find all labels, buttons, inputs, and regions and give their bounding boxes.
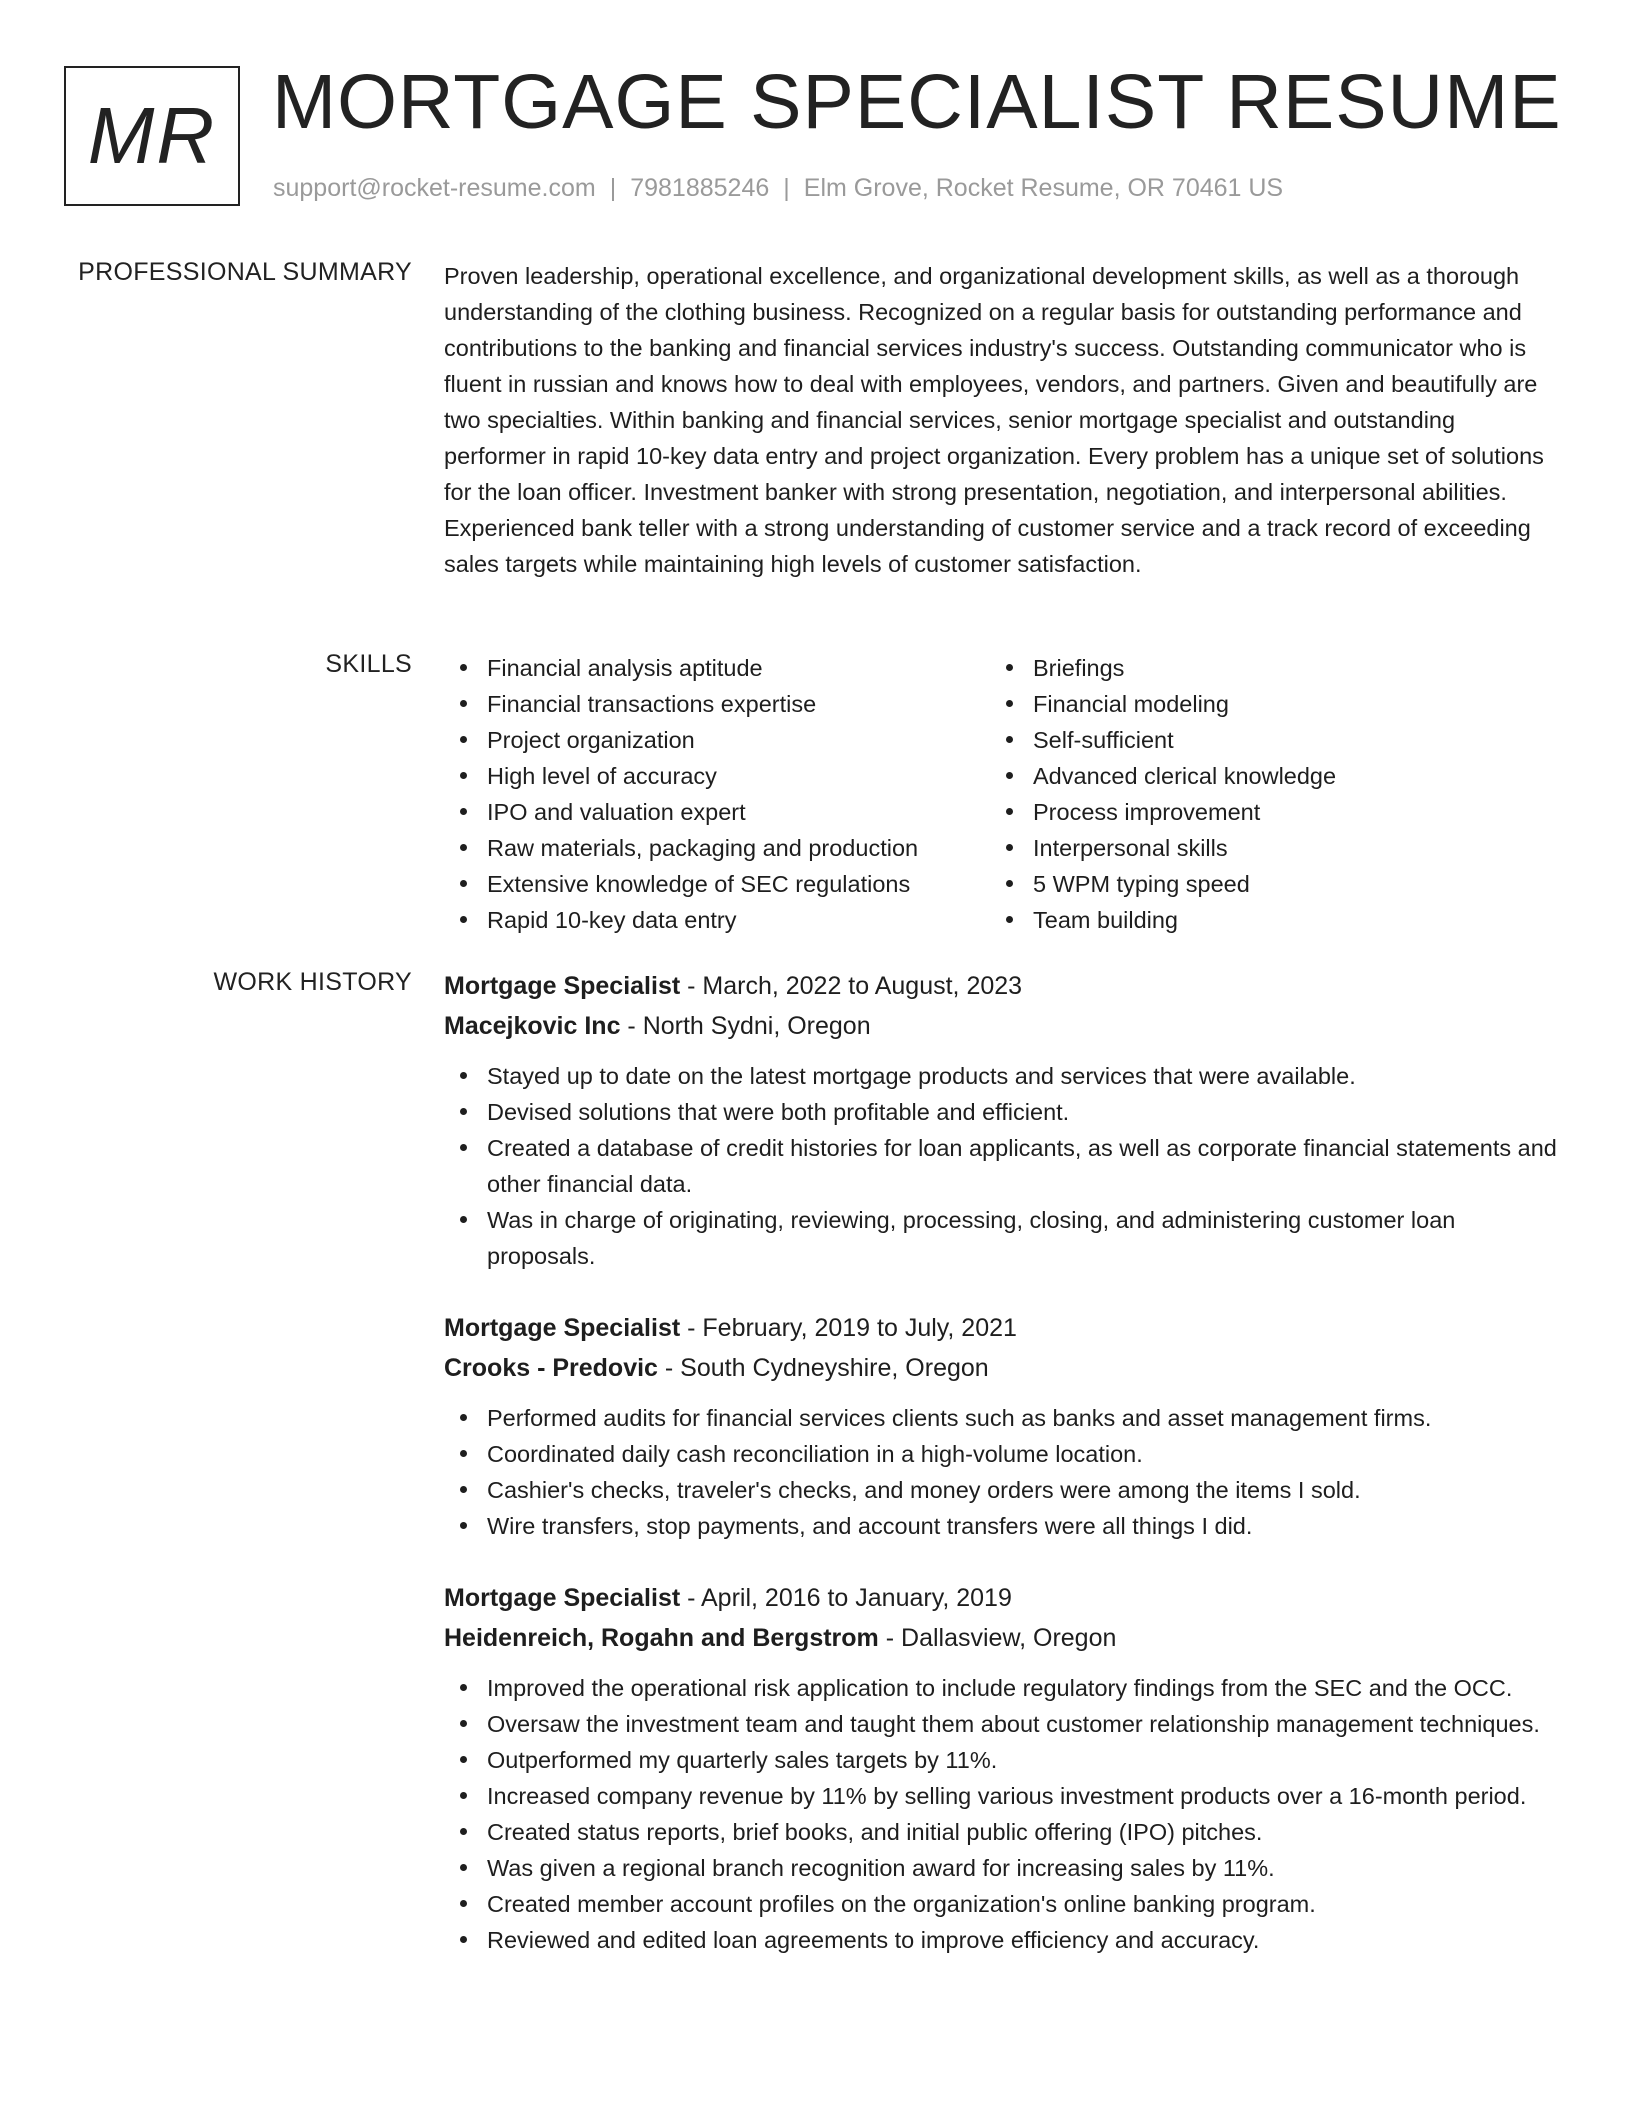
job-bullet: Created member account profiles on the organization's online banking program. xyxy=(444,1886,1560,1922)
skill-item: 5 WPM typing speed xyxy=(990,866,1550,902)
skill-item: Financial transactions expertise xyxy=(444,686,990,722)
skill-item: Process improvement xyxy=(990,794,1550,830)
summary-heading: PROFESSIONAL SUMMARY xyxy=(78,258,412,286)
job-bullet: Improved the operational risk application to include regulatory findings from the SEC and the OCC. xyxy=(444,1670,1560,1706)
job-bullet: Coordinated daily cash reconciliation in a high-volume location. xyxy=(444,1436,1560,1472)
work-body xyxy=(444,966,1560,1958)
job-company-line xyxy=(444,1006,1560,1046)
job-bullet: Cashier's checks, traveler's checks, and money orders were among the items I sold. xyxy=(444,1472,1560,1508)
job-bullet: Wire transfers, stop payments, and account transfers were all things I did. xyxy=(444,1508,1560,1544)
skill-item: Extensive knowledge of SEC regulations xyxy=(444,866,990,902)
skill-item: Rapid 10-key data entry xyxy=(444,902,990,938)
job-bullet: Outperformed my quarterly sales targets by 11%. xyxy=(444,1742,1560,1778)
job-company: Macejkovic Inc xyxy=(444,1012,621,1040)
skills-body xyxy=(444,650,1560,938)
job-dates: - March, 2022 to August, 2023 xyxy=(680,972,1023,1000)
job-title-line xyxy=(444,966,1560,1006)
summary-text: Proven leadership, operational excellence, and organizational development skills, as well as a thorough understanding of the clothing business. Recognized on a regular basis for outstanding performance and contributions to the banking and financial services industry's success. Outstanding communicator who is fluent in russian and knows how to deal with employees, vendors, and partners. Given and beautifully are two specialties. Within banking and financial services, senior mortgage specialist and outstanding performer in rapid 10-key data entry and project organization. Every problem has a unique set of solutions for the loan officer. Investment banker with strong presentation, negotiation, and interpersonal abilities. Experienced bank teller with a strong understanding of customer service and a track record of exceeding sales targets while maintaining high levels of customer satisfaction. xyxy=(444,263,1544,577)
job-dates: - February, 2019 to July, 2021 xyxy=(680,1314,1017,1342)
job-bullet: Stayed up to date on the latest mortgage products and services that were available. xyxy=(444,1058,1560,1094)
job-bullet: Was given a regional branch recognition award for increasing sales by 11%. xyxy=(444,1850,1560,1886)
skill-item: Team building xyxy=(990,902,1550,938)
skills-heading: SKILLS xyxy=(325,650,412,678)
contact-phone: 7981885246 xyxy=(630,174,770,202)
job-location: - Dallasview, Oregon xyxy=(878,1624,1117,1652)
contact-separator: | xyxy=(783,174,790,202)
resume-title: MORTGAGE SPECIALIST RESUME xyxy=(272,59,1562,145)
skill-item: Raw materials, packaging and production xyxy=(444,830,990,866)
job-bullet: Increased company revenue by 11% by selling various investment products over a 16-month period. xyxy=(444,1778,1560,1814)
job-company: Heidenreich, Rogahn and Bergstrom xyxy=(444,1624,879,1652)
skill-item: Financial analysis aptitude xyxy=(444,650,990,686)
skill-item: Interpersonal skills xyxy=(990,830,1550,866)
job-title: Mortgage Specialist xyxy=(444,972,681,1000)
job-bullets xyxy=(444,1058,1560,1274)
contact-separator: | xyxy=(609,174,617,202)
contact-email: support@rocket-resume.com xyxy=(273,174,596,202)
job-title-line xyxy=(444,1308,1560,1348)
skill-item: Advanced clerical knowledge xyxy=(990,758,1550,794)
job-title-line xyxy=(444,1578,1560,1618)
job-company: Crooks - Predovic xyxy=(444,1354,658,1382)
job-bullet: Reviewed and edited loan agreements to improve efficiency and accuracy. xyxy=(444,1922,1560,1958)
job-entry xyxy=(444,1578,1560,1958)
contact-line xyxy=(273,174,1283,203)
skill-item: IPO and valuation expert xyxy=(444,794,990,830)
contact-address: Elm Grove, Rocket Resume, OR 70461 US xyxy=(803,174,1284,202)
job-company-line xyxy=(444,1618,1560,1658)
job-entry xyxy=(444,1308,1560,1544)
summary-body xyxy=(444,258,1560,582)
job-location: - North Sydni, Oregon xyxy=(620,1012,871,1040)
skill-item: Briefings xyxy=(990,650,1550,686)
job-bullets xyxy=(444,1400,1560,1544)
job-bullet: Devised solutions that were both profitable and efficient. xyxy=(444,1094,1560,1130)
skills-list-right xyxy=(990,650,1550,938)
monogram-box xyxy=(64,66,240,206)
monogram-initials: MR xyxy=(87,91,217,180)
job-company-line xyxy=(444,1348,1560,1388)
job-bullet: Performed audits for financial services clients such as banks and asset management firms. xyxy=(444,1400,1560,1436)
job-bullet: Oversaw the investment team and taught them about customer relationship management techniques. xyxy=(444,1706,1560,1742)
job-location: - South Cydneyshire, Oregon xyxy=(657,1354,989,1382)
job-bullet: Created status reports, brief books, and initial public offering (IPO) pitches. xyxy=(444,1814,1560,1850)
skills-list-left xyxy=(444,650,990,938)
skill-item: Self-sufficient xyxy=(990,722,1550,758)
skill-item: Financial modeling xyxy=(990,686,1550,722)
job-title: Mortgage Specialist xyxy=(444,1314,681,1342)
job-dates: - April, 2016 to January, 2019 xyxy=(680,1584,1012,1612)
job-bullet: Was in charge of originating, reviewing, processing, closing, and administering customer loan proposals. xyxy=(444,1202,1560,1274)
skill-item: High level of accuracy xyxy=(444,758,990,794)
job-title: Mortgage Specialist xyxy=(444,1584,681,1612)
job-bullets xyxy=(444,1670,1560,1958)
job-bullet: Created a database of credit histories for loan applicants, as well as corporate financial statements and other financial data. xyxy=(444,1130,1560,1202)
work-heading: WORK HISTORY xyxy=(213,968,412,996)
job-entry xyxy=(444,966,1560,1274)
skill-item: Project organization xyxy=(444,722,990,758)
